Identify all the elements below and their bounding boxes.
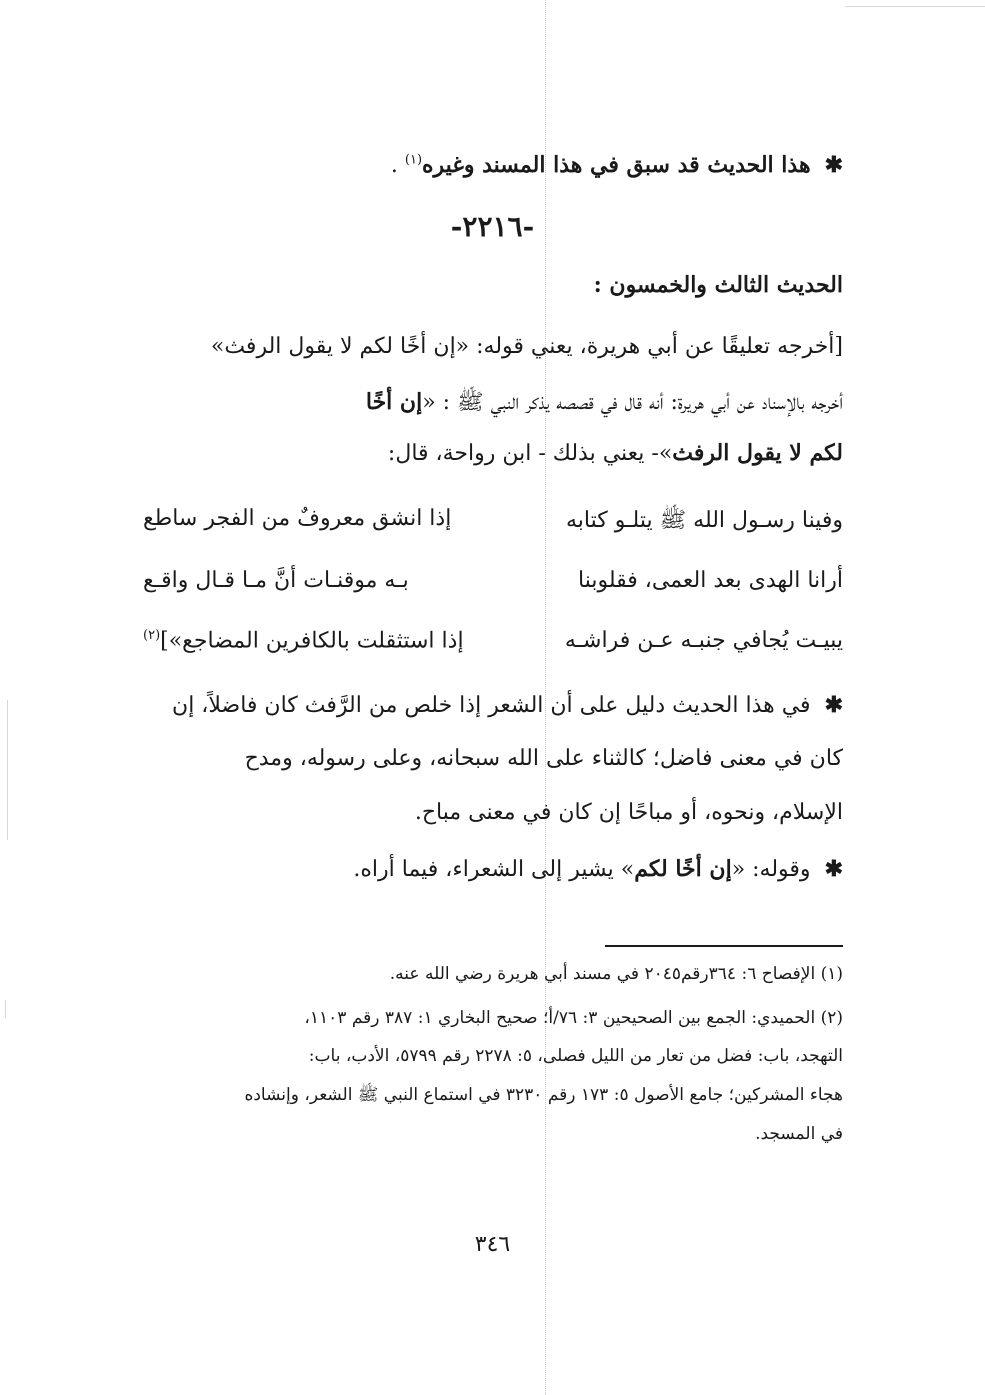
footnote-1: (١) الإفصاح ٦: ٣٦٤رقم٢٠٤٥ في مسند أبي هريرة رضي الله عنه. xyxy=(389,964,843,984)
verse-hemistich-right: يبيـت يُجافي جنبـه عـن فراشـه xyxy=(564,628,843,653)
para2-line2: كان في معنى فاضل؛ كالثناء على الله سبحانه، وعلى رسوله، ومدح xyxy=(244,746,843,771)
para1-line2: أخرجه بالإسناد عن أبي هريرة: أنه قال في قصصه يذكر النبي ﷺ : «إن أخًا xyxy=(365,389,843,415)
para2-line3: الإسلام، ونحوه، أو مباحًا إن كان في معنى مباح. xyxy=(414,800,843,825)
verse-hemistich-left: إذا استثقلت بالكافرين المضاجع»]$^{(٢)}$ xyxy=(143,628,464,654)
verse-line-3 xyxy=(143,628,843,653)
footnote-separator xyxy=(605,945,843,947)
footnote-2-line4: في المسجد. xyxy=(755,1124,843,1144)
intro-line: ✱هذا الحديث قد سبق في هذا المسند وغيره$^{(١)}$ . xyxy=(390,152,843,178)
verse-hemistich-right: وفينا رسـول الله ﷺ يتلـو كتابه xyxy=(566,508,843,533)
footnote-ref-2: (٢) xyxy=(143,628,161,643)
verse-line-2 xyxy=(143,568,843,593)
verse-line-1 xyxy=(143,506,843,538)
para1-line1: [أخرجه تعليقًا عن أبي هريرة، يعني قوله: «إن أخًا لكم لا يقول الرفث» xyxy=(210,334,843,359)
para1-line3: لكم لا يقول الرفث»- يعني بذلك - ابن رواحة، قال: xyxy=(387,440,843,466)
footnote-2-line1: (٢) الحميدي: الجمع بين الصحيحين ٣: ٧٦/أ؛ صحيح البخاري ١: ٣٨٧ رقم ١١٠٣، xyxy=(304,1008,843,1028)
footnote-2-line2: التهجد، باب: فضل من تعار من الليل فصلى، ٥: ٢٢٧٨ رقم ٥٧٩٩، الأدب، باب: xyxy=(308,1046,843,1066)
star-bullet-icon: ✱ xyxy=(824,856,843,882)
hadith-number: -٢٢١٦- xyxy=(450,210,535,243)
verse-hemistich-left: إذا انشق معروفٌ من الفجر ساطع xyxy=(143,506,452,531)
para3-line: ✱وقوله: «إن أخًا لكم» يشير إلى الشعراء، فيما أراه. xyxy=(353,856,843,882)
verse-hemistich-right: أرانا الهدى بعد العمى، فقلوبنا xyxy=(578,568,843,593)
para2-line1: ✱في هذا الحديث دليل على أن الشعر إذا خلص من الرَّفث كان فاضلاً، إن xyxy=(172,692,843,718)
section-title: الحديث الثالث والخمسون : xyxy=(593,272,843,298)
page-number: ٣٤٦ xyxy=(474,1232,511,1257)
star-bullet-icon: ✱ xyxy=(824,152,843,178)
star-bullet-icon: ✱ xyxy=(824,692,843,718)
verse-hemistich-left: بـه موقنـات أنَّ مـا قـال واقـع xyxy=(143,568,409,593)
footnote-ref-1: (١) xyxy=(404,152,423,168)
footnote-2-line3: هجاء المشركين؛ جامع الأصول ٥: ١٧٣ رقم ٣٢٣٠ في استماع النبي ﷺ الشعر، وإنشاده xyxy=(244,1085,843,1105)
